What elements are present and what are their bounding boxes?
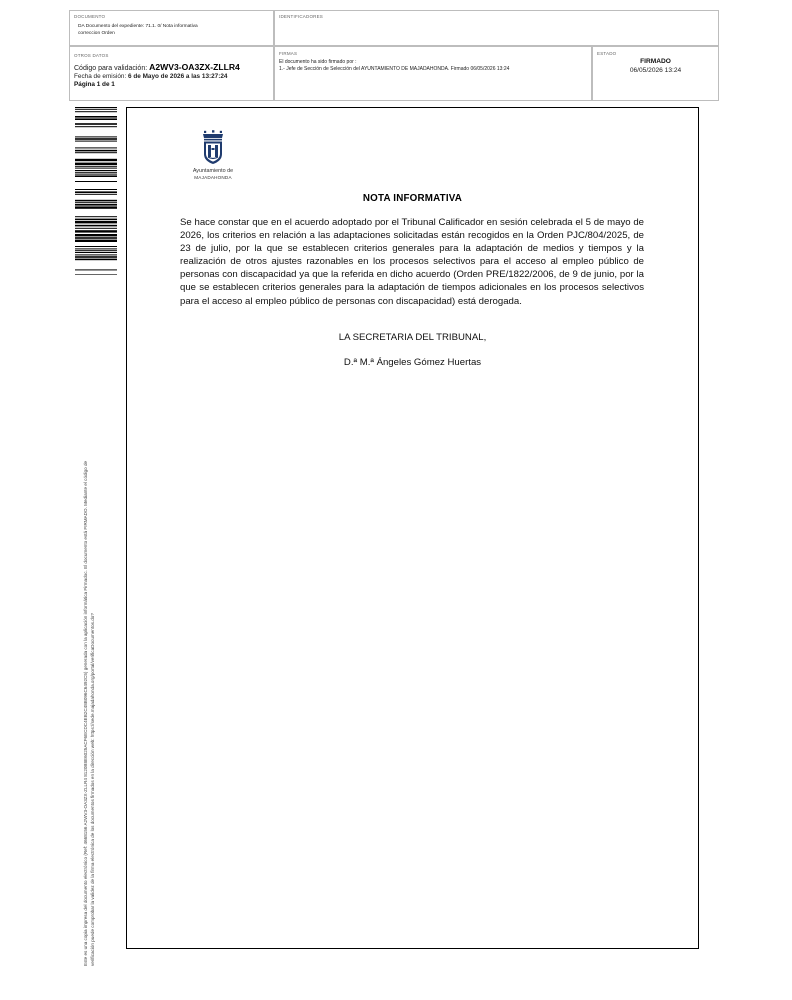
firmas-label: FIRMAS (279, 51, 298, 56)
barcode-bar (75, 175, 117, 177)
side-note-line2: verificación puede comprobar la validez de la firma electrónica de los documentos firmados en la dirección web: https://sede.majadahonda.org/portal/verificaDocumentos.do? (90, 613, 95, 966)
documento-line2: correccion Orden (78, 30, 115, 36)
side-note-line1: Este es una copia impresa del documento electrónico (Ref: 4668156 A2WV3-OA3ZX-ZLLR4 8120B8E6025ACF6ECDC4EB2C48B096C6492C5) generada con la aplicación informática Firmadoc. El documento está FIRMADO. Mediante el código de (83, 460, 88, 966)
header-documento-box (69, 10, 274, 46)
barcode (75, 107, 117, 275)
barcode-bar (75, 136, 117, 137)
header-identificadores-box (274, 10, 719, 46)
barcode-bar (75, 256, 117, 258)
document-title: NOTA INFORMATIVA (362, 193, 463, 204)
logo-line1: Ayuntamiento de (192, 168, 234, 174)
barcode-bar (75, 126, 117, 127)
barcode-bar (75, 250, 117, 251)
barcode-bar (75, 240, 117, 242)
barcode-bar (75, 234, 117, 236)
barcode-bar (75, 181, 117, 182)
firmas-line1: El documento ha sido firmado por : (279, 58, 357, 65)
barcode-bar (75, 172, 117, 173)
barcode-bar (75, 191, 117, 193)
barcode-bar (75, 189, 117, 190)
barcode-bar (75, 248, 117, 249)
documento-line1: DA Documento del expediente: 71.1. 0/ Nota informativa (78, 24, 198, 29)
emission-date: 6 de Mayo de 2026 a las 13:27:24 (128, 72, 228, 80)
barcode-bar (75, 159, 117, 161)
barcode-bar (75, 269, 117, 270)
barcode-bar (75, 194, 117, 195)
barcode-bar (75, 206, 117, 208)
validation-code: A2WV3-OA3ZX-ZLLR4 (149, 62, 240, 72)
page-count: Página 1 de 1 (74, 80, 115, 88)
header-firmas-box (274, 46, 592, 101)
city-logo (186, 130, 240, 182)
barcode-bar (75, 221, 117, 223)
barcode-bar (75, 246, 117, 247)
signature-name: D.ª M.ª Ángeles Gómez Huertas (343, 357, 482, 368)
barcode-bar (75, 252, 117, 253)
estado-label: ESTADO (597, 51, 617, 56)
logo-line2: MAJADAHONDA (194, 174, 232, 180)
coat-of-arms-icon (186, 130, 240, 168)
emission-line (74, 73, 227, 80)
barcode-bar (75, 123, 117, 125)
barcode-bar (75, 118, 117, 120)
document-body: Se hace constar que en el acuerdo adoptado por el Tribunal Calificador en sesión celebrada el 5 de mayo de 2026, los criterios en relación a las adaptaciones solicitadas están recogidos en la Orden PJC/804/2025, de 23 de julio, por la que se establecen criterios generales para la adaptación de medios y tiempos y la realización de otros ajustes razonables en los procesos selectivos para el acceso al empleo público de personas con discapacidad ya que la referida en dicho acuerdo (Orden PRE/1822/2006, de 9 de junio, por la que se establecen criterios generales para la adaptación de tiempos adicionales en los procesos selectivos para el acceso al empleo público de personas con discapacidad) está derogada. (180, 217, 644, 307)
documento-label: DOCUMENTO (74, 14, 106, 19)
barcode-bar (75, 274, 117, 275)
barcode-bar (75, 150, 117, 152)
barcode-bar (75, 174, 117, 175)
estado-status: FIRMADO (640, 58, 671, 65)
barcode-bar (75, 202, 117, 203)
barcode-bar (75, 152, 117, 153)
barcode-bar (75, 259, 117, 261)
emission-prefix: Fecha de emisión: (74, 72, 128, 80)
barcode-bar (75, 138, 117, 140)
barcode-bar (75, 204, 117, 206)
barcode-bar (75, 163, 117, 165)
barcode-bar (75, 168, 117, 169)
barcode-bar (75, 230, 117, 232)
side-verification-note (83, 461, 96, 966)
otros-datos-label: OTROS DATOS (74, 53, 109, 58)
barcode-bar (75, 116, 117, 118)
barcode-bar (75, 216, 117, 217)
firmas-line2: 1.- Jefe de Sección de Selección del AYUNTAMIENTO DE MAJADAHONDA. Firmado 06/05/2026 13:24 (279, 65, 510, 72)
identificadores-label: IDENTIFICADORES (279, 14, 324, 19)
barcode-bar (75, 107, 117, 108)
validation-prefix: Código para validación: (74, 65, 150, 72)
barcode-bar (75, 147, 117, 148)
barcode-bar (75, 141, 117, 142)
estado-date: 06/05/2026 13:24 (629, 66, 682, 74)
barcode-bar (75, 166, 117, 167)
header-otros-datos-box (69, 46, 274, 101)
barcode-bar (75, 109, 117, 110)
barcode-bar (75, 237, 117, 239)
signature-role: LA SECRETARIA DEL TRIBUNAL, (338, 332, 487, 343)
barcode-bar (75, 170, 117, 171)
barcode-bar (75, 254, 117, 255)
barcode-bar (75, 225, 117, 227)
barcode-bar (75, 228, 117, 229)
barcode-bar (75, 200, 117, 202)
header-estado-box (592, 46, 719, 101)
validation-line (74, 62, 240, 72)
barcode-bar (75, 219, 117, 221)
barcode-bar (75, 111, 117, 112)
